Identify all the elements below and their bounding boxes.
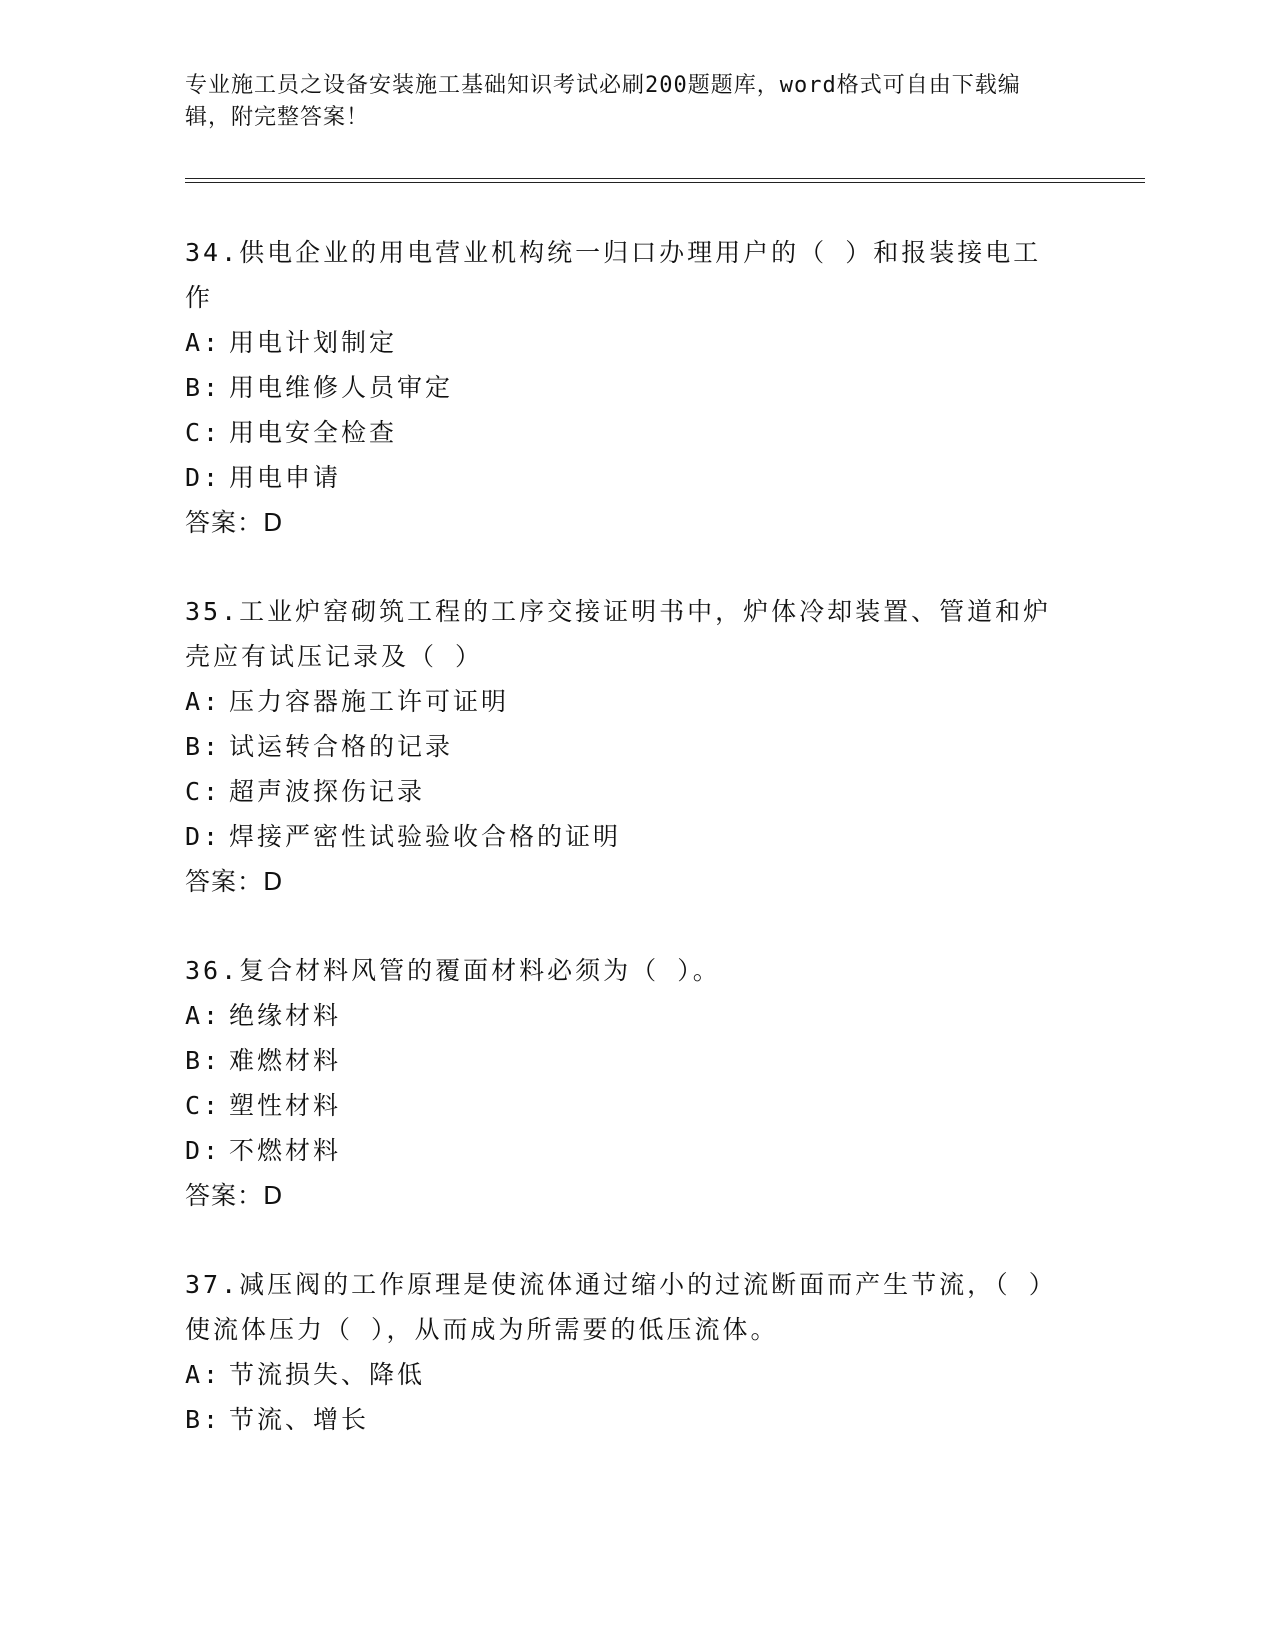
option-text: 压力容器施工许可证明 <box>229 687 510 716</box>
answer-line: 答案：D <box>185 867 284 896</box>
header-divider-top <box>185 178 1145 179</box>
option-letter: A: <box>185 1360 222 1389</box>
option-letter: C: <box>185 1091 222 1120</box>
option-text: 用电维修人员审定 <box>229 373 454 402</box>
question-34 <box>185 230 1085 545</box>
option-letter: B: <box>185 732 222 761</box>
option-a <box>185 679 1085 724</box>
option-text: 绝缘材料 <box>229 1001 342 1030</box>
option-a <box>185 993 1085 1038</box>
option-letter: A: <box>185 328 222 357</box>
option-letter: B: <box>185 373 222 402</box>
option-a <box>185 320 1085 365</box>
option-letter: D: <box>185 822 222 851</box>
option-text: 难燃材料 <box>229 1046 342 1075</box>
option-text: 用电安全检查 <box>229 418 398 447</box>
option-letter: C: <box>185 777 222 806</box>
answer-line: 答案：D <box>185 1181 284 1210</box>
option-c <box>185 769 1085 814</box>
option-text: 用电申请 <box>229 463 342 492</box>
option-b <box>185 365 1085 410</box>
option-d <box>185 455 1085 500</box>
question-36 <box>185 948 1085 1218</box>
option-text: 节流、增长 <box>229 1405 370 1434</box>
option-letter: C: <box>185 418 222 447</box>
question-list <box>185 230 1085 1486</box>
answer-line: 答案：D <box>185 508 284 537</box>
option-letter: B: <box>185 1405 222 1434</box>
question-stem: 34.供电企业的用电营业机构统一归口办理用户的（ ）和报装接电工作 <box>185 238 1042 312</box>
option-b <box>185 724 1085 769</box>
option-text: 超声波探伤记录 <box>229 777 426 806</box>
option-text: 焊接严密性试验验收合格的证明 <box>229 822 622 851</box>
option-letter: B: <box>185 1046 222 1075</box>
header-divider-bottom <box>185 182 1145 183</box>
question-35 <box>185 589 1085 904</box>
option-c <box>185 1083 1085 1128</box>
option-letter: A: <box>185 687 222 716</box>
option-d <box>185 814 1085 859</box>
option-a <box>185 1352 1085 1397</box>
question-stem: 36.复合材料风管的覆面材料必须为（ ）。 <box>185 956 721 985</box>
option-letter: D: <box>185 463 222 492</box>
option-text: 用电计划制定 <box>229 328 398 357</box>
option-letter: A: <box>185 1001 222 1030</box>
option-text: 试运转合格的记录 <box>229 732 454 761</box>
option-b <box>185 1038 1085 1083</box>
document-header: 专业施工员之设备安装施工基础知识考试必刷200题题库，word格式可自由下载编辑，附完整答案！ <box>185 73 1021 130</box>
option-text: 节流损失、降低 <box>229 1360 426 1389</box>
option-letter: D: <box>185 1136 222 1165</box>
option-text: 塑性材料 <box>229 1091 342 1120</box>
question-37 <box>185 1262 1085 1442</box>
option-text: 不燃材料 <box>229 1136 342 1165</box>
option-d <box>185 1128 1085 1173</box>
question-stem: 37.减压阀的工作原理是使流体通过缩小的过流断面而产生节流，（ ）使流体压力（ ），从而成为所需要的低压流体。 <box>185 1270 1057 1344</box>
option-c <box>185 410 1085 455</box>
option-b <box>185 1397 1085 1442</box>
question-stem: 35.工业炉窑砌筑工程的工序交接证明书中，炉体冷却装置、管道和炉壳应有试压记录及（ ） <box>185 597 1052 671</box>
